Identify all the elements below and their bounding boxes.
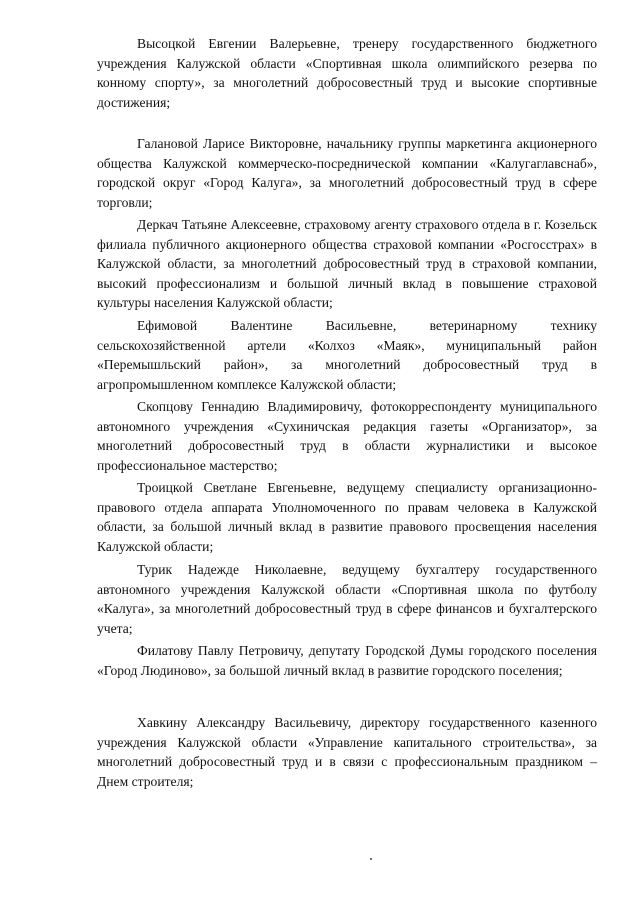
award-paragraph-skoptsov: Скопцову Геннадию Владимировичу, фотокорреспонденту муниципального автономного учреждения «Сухиничская редакция газеты «Организатор», за многолетний добросовестный труд в области журналистики и высокое профессиональное мастерство;: [97, 399, 597, 473]
award-paragraph-turik: Турик Надежде Николаевне, ведущему бухгалтеру государственного автономного учреждения Калужской области «Спортивная школа по футболу «Калуга», за многолетний добросовестный труд в сфере финансов и бухгалтерского учета;: [97, 562, 597, 636]
scan-speck: [370, 858, 372, 860]
award-paragraph-vysotskaya: Высоцкой Евгении Валерьевне, тренеру государственного бюджетного учреждения Калужской области «Спортивная школа олимпийского резерва по конному спорту», за многолетний добросовестный труд и высокие спортивные достижения;: [97, 36, 597, 110]
award-paragraph-derkach: Деркач Татьяне Алексеевне, страховому агенту страхового отдела в г. Козельск филиала публичного акционерного общества страховой компании «Росгосстрах» в Калужской области, за многолетний добросовестный труд в страховой компании, высокий профессионализм и большой личный вклад в повышение страховой культуры населения Калужской области;: [97, 217, 597, 311]
award-paragraph-efimova: Ефимовой Валентине Васильевне, ветеринарному технику сельскохозяйственной артели «Колхоз «Маяк», муниципальный район «Перемышльский район», за многолетний добросовестный труд в агропромышленном комплексе Калужской области;: [97, 318, 597, 392]
award-paragraph-troitskaya: Троицкой Светлане Евгеньевне, ведущему специалисту организационно-правового отдела аппарата Уполномоченного по правам человека в Калужской области, за большой личный вклад в развитие правового просвещения населения Калужской области;: [97, 480, 597, 554]
award-paragraph-galanova: Галановой Ларисе Викторовне, начальнику группы маркетинга акционерного общества Калужской коммерческо-посреднической компании «Калугаглавснаб», городской округ «Город Калуга», за многолетний добросовестный труд в сфере торговли;: [97, 136, 597, 210]
award-paragraph-filatov: Филатову Павлу Петровичу, депутату Городской Думы городского поселения «Город Людиново», за большой личный вклад в развитие городского поселения;: [97, 643, 597, 678]
award-paragraph-khavkin: Хавкину Александру Васильевичу, директору государственного казенного учреждения Калужской области «Управление капитального строительства», за многолетний добросовестный труд и в связи с профессиональным праздником – Днем строителя;: [97, 715, 597, 789]
